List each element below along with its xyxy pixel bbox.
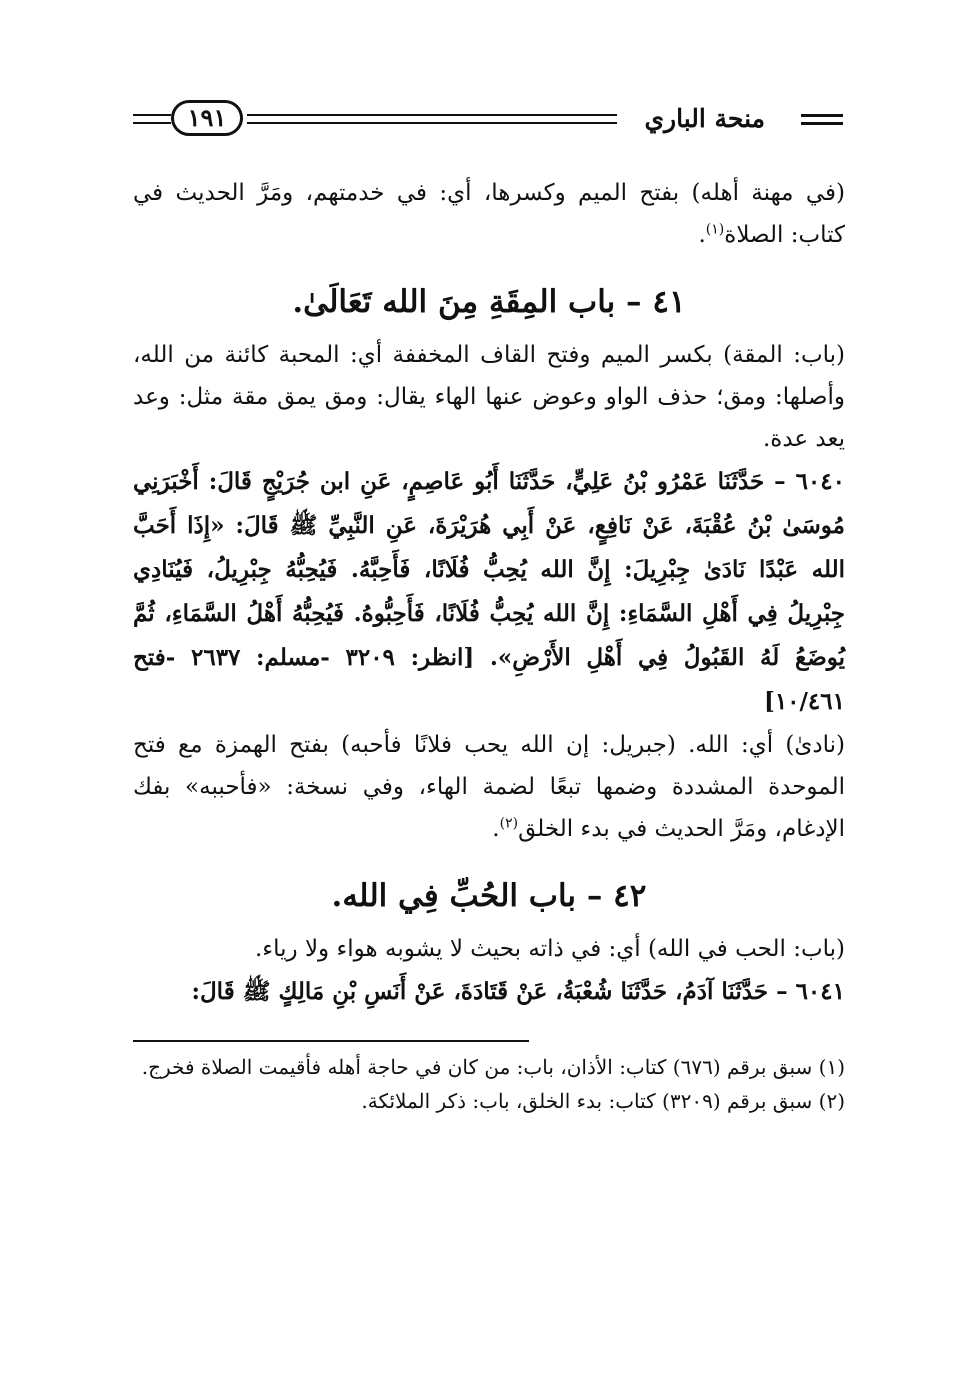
hadith-6041: ٦٠٤١ – حَدَّثَنَا آدَمُ، حَدَّثَنَا شُعْبَةُ، عَنْ قَتَادَةَ، عَنْ أَنَسِ بْنِ مَالِكٍ ﷺ قَالَ: — [191, 978, 845, 1005]
commentary-42: (باب: الحب في الله) أي: في ذاته بحيث لا يشوبه هواء ولا رياء. — [254, 936, 845, 962]
header-rule — [801, 114, 843, 117]
footnote-2: (٢) سبق برقم (٣٢٠٩) كتاب: بدء الخلق، باب: ذكر الملائكة. — [361, 1089, 845, 1113]
footnote-1: (١) سبق برقم (٦٧٦) كتاب: الأذان، باب: من كان في حاجة أهله فأقيمت الصلاة فخرج. — [141, 1055, 845, 1079]
commentary-6040-text: (نادىٰ) أي: الله. (جبريل: إن الله يحب فلانًا فأحبه) بفتح الهمزة مع فتح الموحدة المشددة وضمها تبعًا لضمة الهاء، وفي نسخة: «فأحببه» بفك الإدغام، ومَرَّ الحديث في بدء الخلق — [133, 732, 845, 842]
intro-text: (في مهنة أهله) بفتح الميم وكسرها، أي: في خدمتهم، ومَرَّ الحديث في كتاب: الصلاة — [133, 180, 845, 248]
footnote-ref-2: (٢) — [499, 815, 519, 832]
hadith-6040: ٦٠٤٠ – حَدَّثَنَا عَمْرُو بْنُ عَلِيٍّ، حَدَّثَنَا أَبُو عَاصِمٍ، عَنِ ابن جُرَيْجٍ قَالَ: أَخْبَرَنِي مُوسَىٰ بْنُ عُقْبَةَ، عَنْ نَافِعٍ، عَنْ أَبِي هُرَيْرَةَ، عَنِ النَّبِيِّ ﷺ قَالَ: «إِذَا أَحَبَّ الله عَبْدًا نَادَىٰ جِبْرِيلَ: إِنَّ الله يُحِبُّ فُلَانًا، فَأَحِبَّهُ. فَيُحِبُّهُ جِبْرِيلُ، فَيُنَادِي جِبْرِيلُ فِي أَهْلِ السَّمَاءِ: إِنَّ الله يُحِبُّ فُلَانًا، فَأَحِبُّوهُ. فَيُحِبُّهُ أَهْلُ السَّمَاءِ، ثُمَّ يُوضَعُ لَهُ القَبُولُ فِي أَهْلِ الأَرْضِ». [انظر: ٣٢٠٩ -مسلم: ٢٦٣٧ -فتح ١٠/٤٦١] — [133, 468, 846, 715]
commentary-6040 — [133, 724, 845, 850]
intro-end: . — [698, 222, 706, 248]
page-header — [133, 100, 845, 142]
header-rule — [801, 122, 843, 125]
intro-paragraph — [133, 172, 845, 256]
footnote-separator — [133, 1040, 529, 1042]
book-title: منحة الباري — [644, 104, 765, 133]
header-rule — [133, 114, 171, 116]
chapter-41-title: ٤١ – باب المِقَةِ مِنَ الله تَعَالَىٰ. — [292, 284, 686, 320]
chapter-42-title: ٤٢ – باب الحُبِّ فِي الله. — [331, 878, 647, 914]
commentary-6040-end: . — [492, 816, 500, 842]
page-number: ١٩١ — [171, 100, 243, 136]
header-rule — [133, 122, 171, 124]
header-rule — [247, 114, 617, 116]
footnote-ref-1: (١) — [705, 221, 725, 238]
header-rule — [247, 122, 617, 124]
book-page — [133, 100, 845, 1118]
commentary-41: (باب: المقة) بكسر الميم وفتح القاف المخففة أي: المحبة كائنة من الله، وأصلها: ومق؛ حذف الواو وعوض عنها الهاء يقال: ومق يمق مقة مثل: وعد يعد عدة. — [133, 342, 845, 452]
